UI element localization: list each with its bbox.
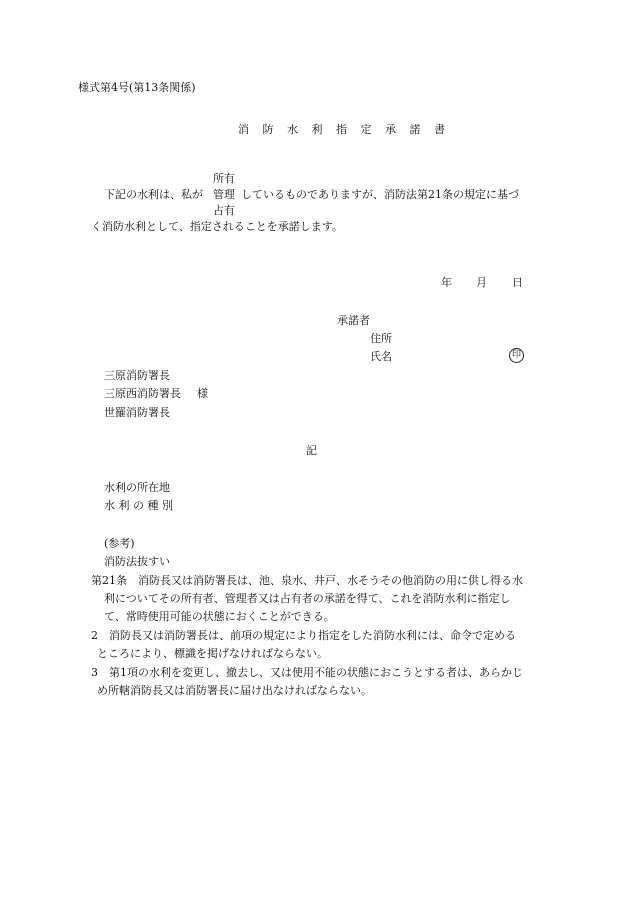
date-month: 月 [476, 276, 487, 289]
item-location: 水利の所在地 [104, 481, 170, 494]
document-title: 消 防 水 利 指 定 承 諾 書 [238, 123, 450, 136]
body-line1-pre: 下記の水利は、私が [104, 188, 203, 201]
ki-marker: 記 [306, 444, 317, 457]
date-day: 日 [512, 276, 523, 289]
consenter-label: 承諾者 [337, 314, 370, 327]
seal-icon: 印 [509, 348, 524, 363]
item-type: 水 利 の 種 別 [104, 499, 173, 512]
law-line: 第21条 消防長又は消防署長は、池、泉水、井戸、水そうその他消防の用に供し得る水 [91, 574, 523, 587]
form-number: 様式第4号(第13条関係) [78, 81, 196, 94]
law-line: 2 消防長又は消防署長は、前項の規定により指定をした消防水利には、命令で定める [91, 629, 516, 642]
addressee-mihara-nishi: 三原西消防署長 [104, 387, 181, 400]
excerpt-title: 消防法抜すい [104, 555, 170, 568]
law-line: ところにより、標識を掲げなければならない。 [97, 647, 328, 660]
honorific: 様 [197, 387, 208, 400]
addressee-mihara: 三原消防署長 [104, 369, 170, 382]
law-line: め所轄消防長又は消防署長に届け出なければならない。 [97, 684, 372, 697]
address-label: 住所 [370, 332, 392, 345]
option-occupied: 占有 [213, 204, 235, 217]
addressee-sera: 世羅消防署長 [104, 406, 170, 419]
body-line1-post: しているものでありますが、消防法第21条の規定に基づ [241, 188, 519, 201]
law-line: 3 第1項の水利を変更し、撤去し、又は使用不能の状態におこうとする者は、あらかじ [91, 666, 523, 679]
date-year: 年 [441, 276, 452, 289]
law-line: て、常時使用可能の状態におくことができる。 [104, 610, 335, 623]
body-line2: く消防水利として、指定されることを承諾します。 [91, 220, 343, 233]
name-label: 氏名 [370, 350, 392, 363]
option-managed: 管理 [213, 188, 235, 201]
reference-heading: (参考) [104, 537, 135, 550]
option-owned: 所有 [213, 172, 235, 185]
law-line: 利についてその所有者、管理者又は占有者の承諾を得て、これを消防水利に指定し [104, 592, 511, 605]
